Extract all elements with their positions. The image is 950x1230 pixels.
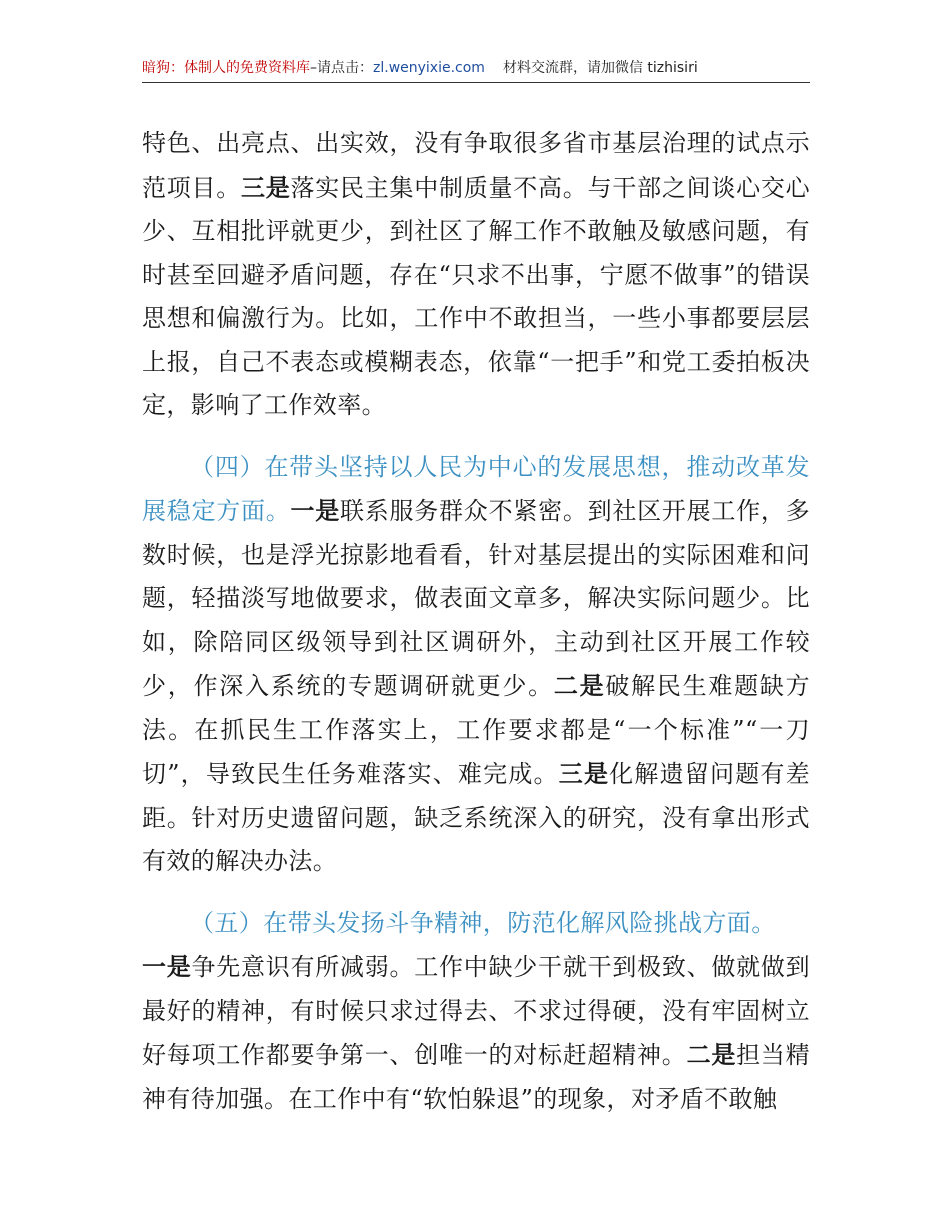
paragraph-2 bbox=[142, 446, 810, 884]
section-heading-5: （五）在带头发扬斗争精神，防范化解风险挑战方面。 bbox=[190, 908, 776, 937]
paragraph-2-bold-er: 二是 bbox=[553, 671, 606, 700]
paragraph-2-bold-san: 三是 bbox=[558, 759, 610, 788]
paragraph-3 bbox=[142, 945, 810, 1121]
paragraph-2-bold-yi: 一是 bbox=[290, 496, 341, 525]
paragraph-2-text-b: 破解民生难题缺方法。在抓民生工作落实上，工作要求都是“一个标准”“一刀切”，导致民生任务难落实、难完成。 bbox=[142, 672, 810, 788]
paragraph-3-heading-line bbox=[142, 902, 810, 946]
header-wechat-note: 材料交流群，请加微信 tizhisiri bbox=[502, 60, 698, 76]
paragraph-1 bbox=[142, 122, 810, 428]
paragraph-2-text-c: 化解遗留问题有差距。针对历史遗留问题，缺乏系统深入的研究，没有拿出形式有效的解决办法。 bbox=[142, 760, 810, 875]
document-body bbox=[142, 122, 810, 1121]
paragraph-3-text-a: 争先意识有所减弱。工作中缺少干就干到极致、做就做到最好的精神，有时候只求过得去、不求过得硬，没有牢固树立好每项工作都要争第一、创唯一的对标赶超精神。 bbox=[142, 953, 810, 1069]
paragraph-1-text-b: 落实民主集中制质量不高。与干部之间谈心交心少、互相批评就更少，到社区了解工作不敢触及敏感问题，有时甚至回避矛盾问题，存在“只求不出事，宁愿不做事”的错误思想和偏激行为。比如，工作中不敢担当，一些小事都要层层上报，自己不表态或模糊表态，依靠“一把手”和党工委拍板决定，影响了工作效率。 bbox=[142, 173, 810, 419]
paragraph-3-bold-yi: 一是 bbox=[142, 952, 192, 981]
paragraph-3-text-b: 担当精神有待加强。在工作中有“软怕躲退”的现象，对矛盾不敢触 bbox=[142, 1041, 810, 1113]
paragraph-1-bold-san: 三是 bbox=[241, 172, 291, 202]
header-click-prompt: –请点击： bbox=[310, 60, 373, 76]
page-header bbox=[142, 58, 810, 83]
paragraph-1-text-a: 特色、出亮点、出实效，没有争取很多省市基层治理的试点示范项目。 bbox=[142, 129, 810, 202]
header-url-link[interactable]: zl.wenyixie.com bbox=[373, 60, 485, 76]
paragraph-3-bold-er: 二是 bbox=[686, 1040, 737, 1069]
section-heading-4: （四）在带头坚持以人民为中心的发展思想，推动改革发展稳定方面。 bbox=[142, 452, 810, 525]
header-site-name: 暗狗：体制人的免费资料库 bbox=[142, 60, 310, 76]
paragraph-2-text-a: 联系服务群众不紧密。到社区开展工作，多数时候，也是浮光掠影地看看，针对基层提出的实际困难和问题，轻描淡写地做要求，做表面文章多，解决实际问题少。比如，除陪同区级领导到社区调研外，主动到社区开展工作较少，作深入系统的专题调研就更少。 bbox=[142, 497, 810, 700]
